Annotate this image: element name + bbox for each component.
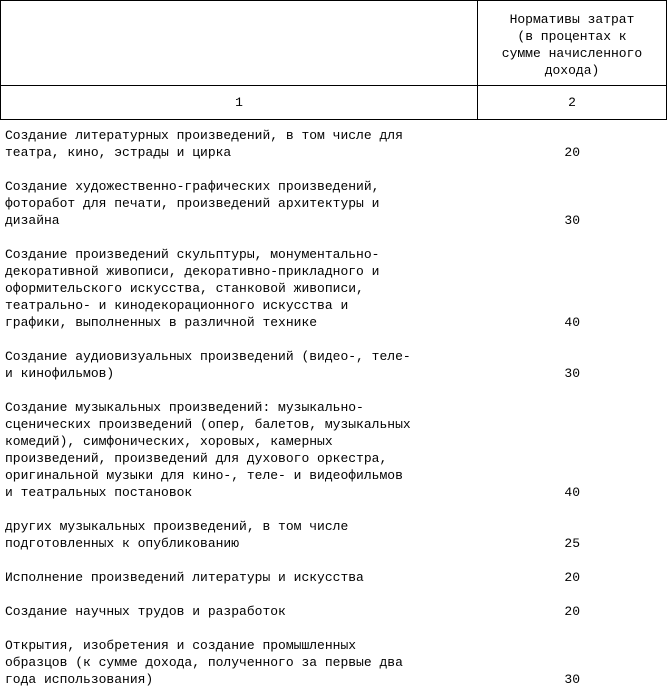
header-cell-column-1	[1, 1, 478, 86]
entry-value: 40	[564, 315, 580, 330]
header-row	[1, 1, 667, 86]
entry-text: Создание литературных произведений, в том числе для театра, кино, эстрады и цирка	[5, 128, 403, 160]
entry-text: Открытия, изобретения и создание промышленных образцов (к сумме дохода, полученного за первые два года использования)	[5, 638, 403, 687]
entry-text: других музыкальных произведений, в том числе подготовленных к опубликованию	[5, 519, 349, 551]
entry-value: 30	[564, 672, 580, 687]
entry-text: Создание музыкальных произведений: музыкально- сценических произведений (опер, балетов, музыкальных комедий), симфонических, хоровых, камерных произведений, произведений для духового оркестра, оригинальной музыки для кино-, теле- и видеофильмов и театральных постановок	[5, 400, 411, 500]
entry-row	[0, 348, 667, 382]
entry-row	[0, 178, 667, 229]
entry-value: 40	[564, 485, 580, 500]
header-cell-column-2	[478, 1, 667, 86]
entry-value: 30	[564, 213, 580, 228]
entry-value: 20	[564, 145, 580, 160]
entry-row	[0, 603, 667, 620]
entry-text: Создание научных трудов и разработок	[5, 604, 286, 619]
column-number-row	[1, 86, 667, 120]
entry-value: 30	[564, 366, 580, 381]
column-2-number: 2	[478, 86, 667, 120]
entry-row	[0, 637, 667, 688]
entry-row	[0, 127, 667, 161]
entries-list	[0, 127, 667, 688]
entry-row	[0, 518, 667, 552]
entry-row	[0, 569, 667, 586]
entry-value: 25	[564, 536, 580, 551]
entry-value: 20	[564, 570, 580, 585]
header-table	[0, 0, 667, 120]
column-1-number: 1	[1, 86, 478, 120]
entry-value: 20	[564, 604, 580, 619]
entry-text: Создание художественно-графических произведений, фоторабот для печати, произведений архитектуры и дизайна	[5, 179, 380, 228]
entry-text: Исполнение произведений литературы и искусства	[5, 570, 364, 585]
entry-row	[0, 246, 667, 331]
entry-row	[0, 399, 667, 501]
column-2-title: Нормативы затрат (в процентах к сумме начисленного дохода)	[501, 12, 643, 78]
entry-text: Создание произведений скульптуры, монументально- декоративной живописи, декоративно-прикладного и оформительского искусства, станковой живописи, театрально- и кинодекорационного искусства и графики, выполненных в различной технике	[5, 247, 380, 330]
entry-text: Создание аудиовизуальных произведений (видео-, теле- и кинофильмов)	[5, 349, 411, 381]
column-1-title	[1, 41, 477, 45]
